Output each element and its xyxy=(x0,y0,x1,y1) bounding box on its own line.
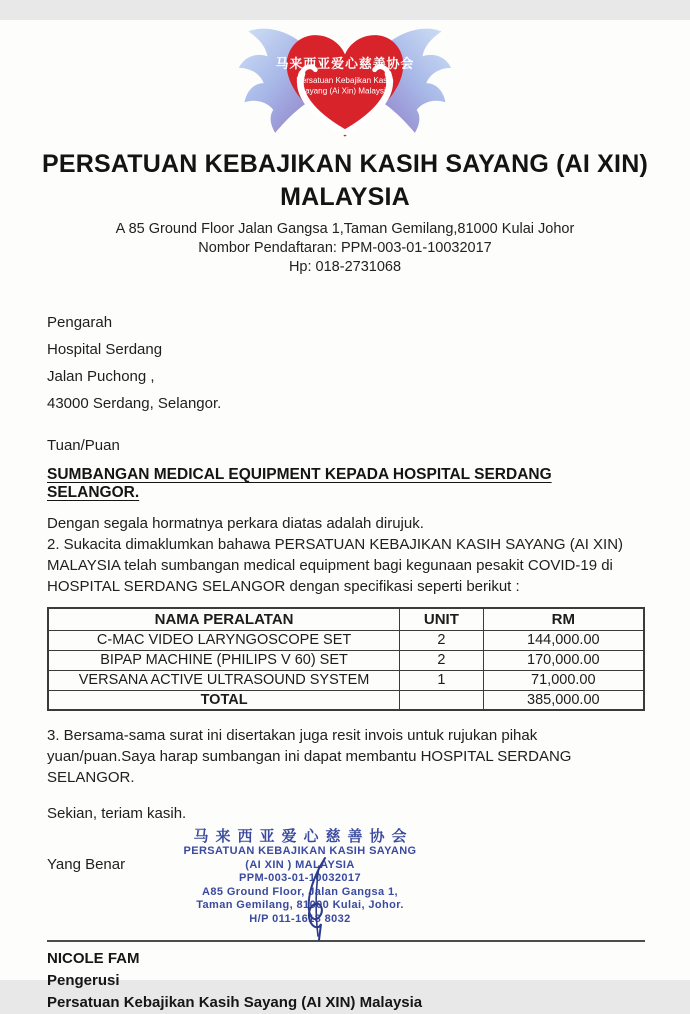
column-header-rm: RM xyxy=(483,608,644,630)
stamp-line: A85 Ground Floor, Jalan Gangsa 1, xyxy=(202,885,398,898)
table-row xyxy=(48,650,644,670)
recipient-line: 43000 Serdang, Selangor. xyxy=(47,395,222,413)
recipient-line: Hospital Serdang xyxy=(47,341,163,359)
subject-line: SUMBANGAN MEDICAL EQUIPMENT KEPADA HOSPITAL SERDANG SELANGOR. xyxy=(47,466,552,502)
org-registration-number: Nombor Pendaftaran: PPM-003-01-10032017 xyxy=(198,240,492,257)
table-row xyxy=(48,670,644,690)
table-header-row xyxy=(48,608,644,630)
signature-area xyxy=(47,828,645,930)
org-address: A 85 Ground Floor Jalan Gangsa 1,Taman Gemilang,81000 Kulai Johor xyxy=(115,221,575,238)
stamp-line: H/P 011-1618 8032 xyxy=(249,912,351,925)
recipient-address-block xyxy=(47,309,645,417)
signer-position: Pengerusi xyxy=(47,972,120,990)
equipment-table xyxy=(47,607,645,711)
logo-chinese-text: 马来西亚爱心慈善协会 xyxy=(275,55,415,71)
body-paragraph-3: 3. Bersama-sama surat ini disertakan juga resit invois untuk rujukan pihak yuan/puan.Saya harap sumbangan ini dapat membantu HOSPITAL SERDANG SELANGOR. xyxy=(47,727,572,787)
org-name-line1: PERSATUAN KEBAJIKAN KASIH SAYANG (AI XIN) xyxy=(42,150,648,179)
stamp-line: Taman Gemilang, 81000 Kulai, Johor. xyxy=(196,899,404,912)
signer-block xyxy=(47,948,645,1014)
logo-english-line1: Persatuan Kebajikan Kasih xyxy=(296,76,394,86)
recipient-line: Pengarah xyxy=(47,314,113,332)
stamp-line: PPM-003-01-10032017 xyxy=(239,872,361,885)
column-header-nama-peralatan: NAMA PERALATAN xyxy=(48,608,400,630)
body-paragraph-2: 2. Sukacita dimaklumkan bahawa PERSATUAN KEBAJIKAN KASIH SAYANG (AI XIN) MALAYSIA telah sumbangan medical equipment bagi kegunaan pesakit COVID-19 di HOSPITAL SERDANG SELANGOR dengan specifikasi seperti berikut : xyxy=(47,536,624,596)
equipment-unit: 1 xyxy=(400,670,483,690)
salutation: Tuan/Puan xyxy=(47,437,120,455)
equipment-unit: 2 xyxy=(400,630,483,650)
recipient-line: Jalan Puchong , xyxy=(47,368,155,386)
total-value: 385,000.00 xyxy=(483,690,644,710)
handwritten-signature xyxy=(285,856,355,942)
equipment-unit: 2 xyxy=(400,650,483,670)
letter-page xyxy=(0,20,690,1012)
stamp-line: PERSATUAN KEBAJIKAN KASIH SAYANG xyxy=(183,845,417,858)
closing-line: Sekian, teriam kasih. xyxy=(47,805,187,823)
org-name-line2: MALAYSIA xyxy=(280,183,410,212)
org-phone: Hp: 018-2731068 xyxy=(288,259,402,276)
stamp-chinese-text: 马来西亚爱心慈善协会 xyxy=(193,828,414,846)
logo-english-line2: Sayang (Ai Xin) Malaysia xyxy=(299,86,391,96)
org-name-heading xyxy=(0,148,690,214)
equipment-price: 71,000.00 xyxy=(483,670,644,690)
signer-name: NICOLE FAM xyxy=(47,950,140,968)
equipment-name: VERSANA ACTIVE ULTRASOUND SYSTEM xyxy=(48,670,400,690)
equipment-price: 170,000.00 xyxy=(483,650,644,670)
body-paragraph-1: Dengan segala hormatnya perkara diatas adalah dirujuk. xyxy=(47,515,424,533)
column-header-unit: UNIT xyxy=(400,608,483,630)
total-unit-empty xyxy=(400,690,483,710)
charity-heart-wings-logo xyxy=(235,20,455,142)
equipment-price: 144,000.00 xyxy=(483,630,644,650)
total-label: TOTAL xyxy=(48,690,400,710)
signer-organization: Persatuan Kebajikan Kasih Sayang (AI XIN) Malaysia xyxy=(47,994,423,1012)
yang-benar-label: Yang Benar xyxy=(47,856,126,874)
equipment-name: BIPAP MACHINE (PHILIPS V 60) SET xyxy=(48,650,400,670)
stamp-line: (AI XIN ) MALAYSIA xyxy=(245,858,355,871)
equipment-name: C-MAC VIDEO LARYNGOSCOPE SET xyxy=(48,630,400,650)
table-row xyxy=(48,630,644,650)
table-total-row xyxy=(48,690,644,710)
